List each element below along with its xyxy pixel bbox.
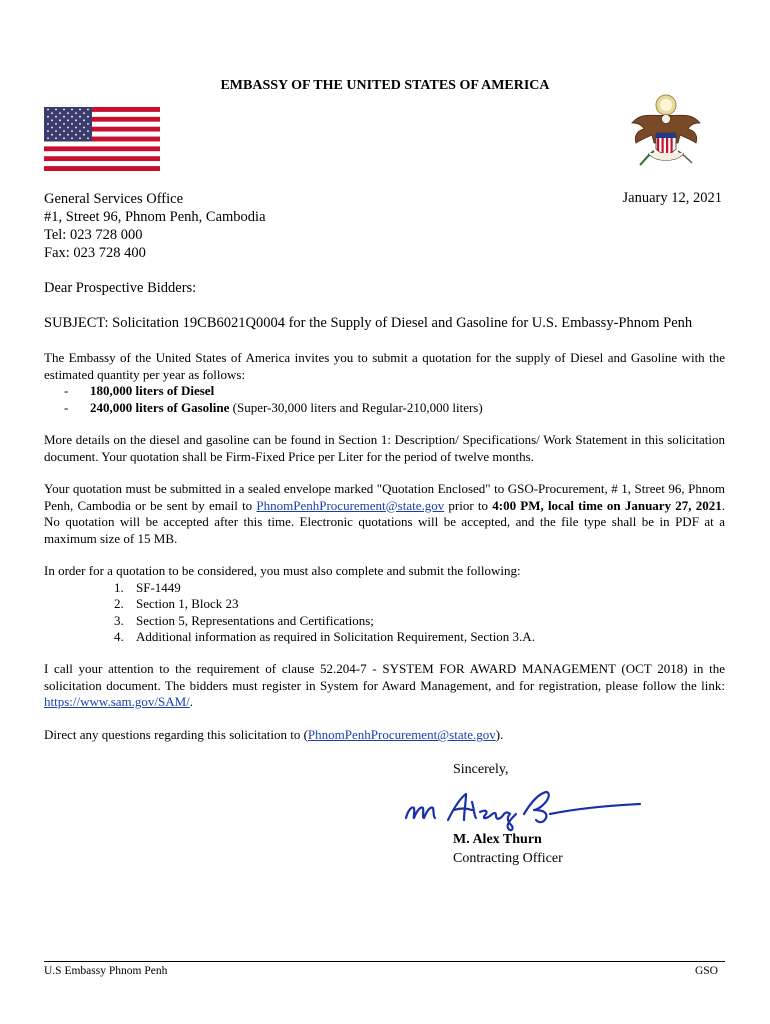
footer-divider <box>44 961 725 962</box>
quantity-list <box>44 383 725 416</box>
signatory-name: M. Alex Thurn <box>453 832 542 847</box>
flag-star <box>59 127 61 129</box>
intro-paragraph <box>44 350 725 416</box>
closing-sincerely: Sincerely, <box>453 762 509 777</box>
procurement-email-link[interactable]: PhnomPenhProcurement@state.gov <box>256 497 445 513</box>
flag-star <box>47 130 49 132</box>
list-item <box>44 596 725 613</box>
flag-star <box>67 112 69 114</box>
flag-star <box>75 134 77 136</box>
flag-star <box>79 123 81 125</box>
flag-stripe <box>44 146 160 151</box>
footer-right: GSO <box>694 965 718 977</box>
us-flag-icon <box>44 107 160 171</box>
flag-star <box>47 116 49 118</box>
sender-fax: Fax: 023 728 400 <box>44 245 146 261</box>
flag-star <box>83 119 85 121</box>
flag-star <box>87 109 89 111</box>
requirements-list <box>44 580 725 646</box>
sender-office: General Services Office <box>44 191 184 207</box>
signatory-title: Contracting Officer <box>453 851 563 866</box>
item-number: 4. <box>114 629 124 644</box>
flag-star <box>51 119 53 121</box>
flag-star <box>79 116 81 118</box>
flag-star <box>87 116 89 118</box>
flag-star <box>63 109 65 111</box>
flag-star <box>47 109 49 111</box>
item-text: Section 1, Block 23 <box>136 596 239 611</box>
flag-stripe <box>44 161 160 166</box>
flag-star <box>55 109 57 111</box>
sender-tel: Tel: 023 728 000 <box>44 227 143 243</box>
list-item <box>44 613 725 630</box>
flag-star <box>63 137 65 139</box>
list-item <box>44 400 725 417</box>
item-text: Additional information as required in Solicitation Requirement, Section 3.A. <box>136 629 535 644</box>
flag-star <box>67 127 69 129</box>
flag-star <box>75 112 77 114</box>
flag-star <box>47 137 49 139</box>
flag-star <box>59 134 61 136</box>
submission-paragraph <box>44 481 725 547</box>
flag-stripe <box>44 141 160 146</box>
list-item <box>44 580 725 597</box>
great-seal-icon <box>624 93 708 177</box>
flag-star <box>63 123 65 125</box>
item-number: 2. <box>114 596 124 611</box>
flag-star <box>75 127 77 129</box>
flag-star <box>67 119 69 121</box>
sam-paragraph <box>44 661 725 711</box>
handwritten-signature <box>400 784 645 834</box>
salutation: Dear Prospective Bidders: <box>44 280 197 296</box>
flag-star <box>87 123 89 125</box>
flag-star <box>79 130 81 132</box>
subject-line: SUBJECT: Solicitation 19CB6021Q0004 for the Supply of Diesel and Gasoline for U.S. Embassy-Phnom Penh <box>44 315 693 331</box>
flag-stripe <box>44 151 160 156</box>
flag-star <box>71 109 73 111</box>
flag-star <box>83 134 85 136</box>
flag-star <box>55 137 57 139</box>
flag-star <box>71 137 73 139</box>
flag-star <box>59 112 61 114</box>
flag-star <box>51 134 53 136</box>
details-paragraph: More details on the diesel and gasoline can be found in Section 1: Description/ Specifications/ Work Statement in this solicitation document. Your quotation shall be Firm-Fixed Price per Liter for the period of twelve months. <box>44 432 725 464</box>
flag-star <box>83 127 85 129</box>
flag-star <box>59 119 61 121</box>
sam-text: I call your attention to the requirement of clause 52.204-7 - SYSTEM FOR AWARD MANAGEMENT (OCT 2018) in the solicitation document. The bidders must register in System for Award Management, and for registration, please follow the link: <box>44 661 725 693</box>
item-number: 1. <box>114 579 124 595</box>
flag-star <box>47 123 49 125</box>
flag-star <box>63 130 65 132</box>
flag-star <box>51 112 53 114</box>
flag-star <box>51 127 53 129</box>
letterhead-title: EMBASSY OF THE UNITED STATES OF AMERICA <box>220 78 550 93</box>
flag-star <box>79 137 81 139</box>
flag-star <box>87 137 89 139</box>
sam-link[interactable]: https://www.sam.gov/SAM/ <box>44 694 190 709</box>
submission-text-3: . No quotation will be accepted after this time. Electronic quotations will be accepted, and the file type shall be in PDF at a maximum size of 15 MB. <box>44 497 725 546</box>
flag-star <box>63 116 65 118</box>
flag-star <box>71 116 73 118</box>
letter-date: January 12, 2021 <box>622 190 722 206</box>
submission-text-2: prior to <box>444 497 493 513</box>
quantity-diesel: 180,000 liters of Diesel <box>90 383 215 398</box>
flag-stripe <box>44 166 160 171</box>
footer-left: U.S Embassy Phnom Penh <box>44 965 168 977</box>
flag-stripe <box>44 156 160 161</box>
item-text: Section 5, Representations and Certifications; <box>136 612 374 628</box>
flag-star <box>87 130 89 132</box>
questions-text: Direct any questions regarding this solicitation to ( <box>44 727 308 742</box>
submission-deadline: 4:00 PM, local time on January 27, 2021 <box>492 497 722 513</box>
flag-star <box>75 119 77 121</box>
requirements-intro: In order for a quotation to be considered, you must also complete and submit the following: <box>44 563 521 578</box>
questions-paragraph <box>44 727 725 744</box>
gasoline-breakdown: (Super-30,000 liters and Regular-210,000 liters) <box>229 399 483 415</box>
flag-star <box>79 109 81 111</box>
sam-end: . <box>189 694 194 709</box>
flag-star <box>71 123 73 125</box>
flag-star <box>55 130 57 132</box>
dash-bullet: - <box>64 399 69 415</box>
intro-text: The Embassy of the United States of America invites you to submit a quotation for the supply of Diesel and Gasoline with the estimated quantity per year as follows: <box>44 350 725 382</box>
dash-bullet: - <box>64 383 69 398</box>
flag-star <box>83 112 85 114</box>
list-item <box>44 383 725 400</box>
flag-star <box>55 116 57 118</box>
flag-star <box>55 123 57 125</box>
flag-star <box>67 134 69 136</box>
sender-address-block <box>44 190 266 262</box>
requirements-paragraph <box>44 563 725 646</box>
questions-email-link[interactable]: PhnomPenhProcurement@state.gov <box>307 727 496 742</box>
submission-text: Your quotation must be submitted in a sealed envelope marked "Quotation Enclosed" to GSO-Procurement, # 1, Street 96, Phnom Penh, Cambodia or be sent by email to <box>44 481 725 513</box>
item-text: SF-1449 <box>136 579 181 595</box>
item-number: 3. <box>114 612 124 628</box>
list-item <box>44 629 725 646</box>
sender-street: #1, Street 96, Phnom Penh, Cambodia <box>44 209 266 225</box>
flag-star <box>71 130 73 132</box>
quantity-gasoline: 240,000 liters of Gasoline <box>90 399 230 415</box>
questions-end: ). <box>495 727 504 742</box>
